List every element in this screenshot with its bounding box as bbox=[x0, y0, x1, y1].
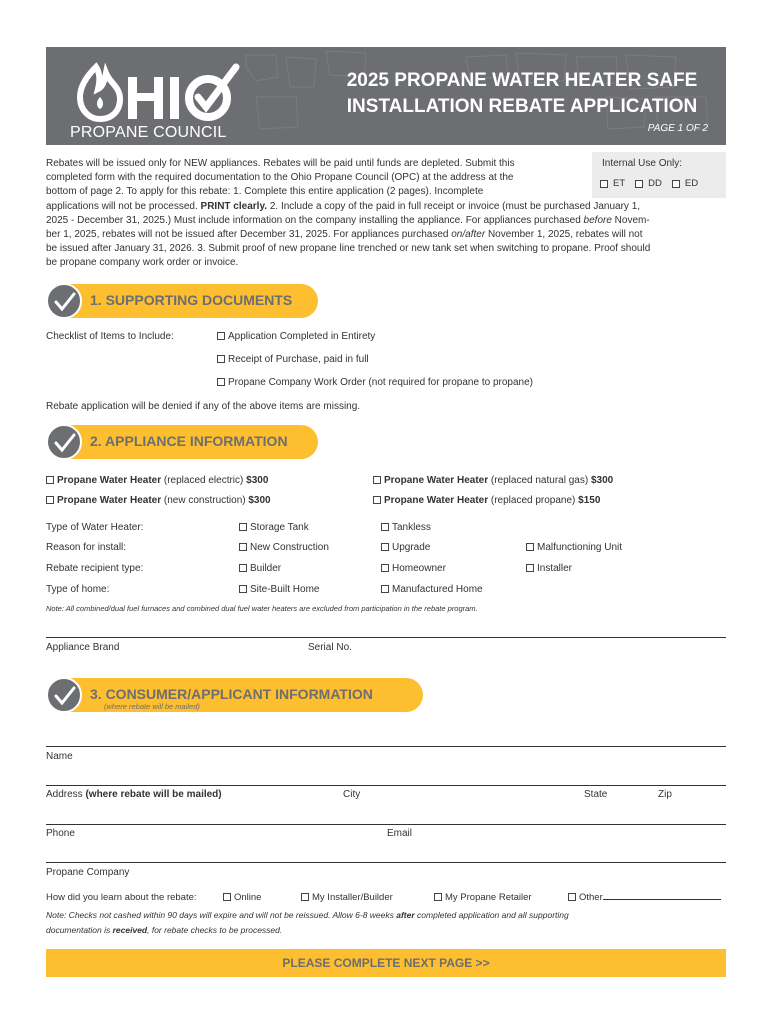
check-circle-icon bbox=[46, 677, 82, 713]
email-label: Email bbox=[387, 828, 413, 839]
checkbox[interactable] bbox=[373, 476, 381, 484]
heater-type-label: Type of Water Heater: bbox=[46, 522, 144, 533]
checks-note: Note: Checks not cashed within 90 days will expire and will not be reissued. Allow 6-8 weeks after completed application and all supporting documentation is received, for rebate checks to be processed. bbox=[46, 910, 569, 935]
intro-line: Rebates will be issued only for NEW appliances. Rebates will be paid until funds are depleted. Submit this bbox=[46, 158, 515, 169]
checkbox[interactable] bbox=[526, 543, 534, 551]
name-line[interactable] bbox=[46, 746, 726, 747]
title-line-2: INSTALLATION REBATE APPLICATION bbox=[346, 96, 698, 117]
checkbox[interactable] bbox=[381, 564, 389, 572]
other-input-line[interactable] bbox=[603, 892, 721, 900]
state-label: State bbox=[584, 789, 608, 800]
reason-option[interactable]: Upgrade bbox=[381, 542, 430, 553]
next-page-banner: PLEASE COMPLETE NEXT PAGE >> bbox=[46, 949, 726, 977]
checkbox[interactable] bbox=[217, 355, 225, 363]
phone-email-line[interactable] bbox=[46, 824, 726, 825]
checkbox[interactable] bbox=[217, 332, 225, 340]
intro-paragraph bbox=[46, 157, 726, 271]
checkbox[interactable] bbox=[373, 496, 381, 504]
city-label: City bbox=[343, 789, 361, 800]
recipient-label: Rebate recipient type: bbox=[46, 563, 144, 574]
section-2-title: 2. APPLIANCE INFORMATION bbox=[90, 433, 288, 449]
logo-council-text: PROPANE COUNCIL bbox=[70, 124, 227, 141]
reason-option[interactable]: New Construction bbox=[239, 542, 329, 553]
address-line[interactable] bbox=[46, 785, 726, 786]
brand-serial-line[interactable] bbox=[46, 637, 726, 638]
section-1-title: 1. SUPPORTING DOCUMENTS bbox=[90, 292, 293, 308]
check-circle-icon bbox=[46, 283, 82, 319]
section-3-title: 3. CONSUMER/APPLICANT INFORMATION bbox=[90, 686, 373, 702]
title-line-1: 2025 PROPANE WATER HEATER SAFE bbox=[346, 70, 698, 91]
internal-option-dd[interactable]: DD bbox=[635, 178, 662, 189]
learn-label: How did you learn about the rebate: bbox=[46, 892, 197, 903]
checkbox[interactable] bbox=[217, 378, 225, 386]
checkbox[interactable] bbox=[239, 564, 247, 572]
learn-option[interactable]: My Propane Retailer bbox=[434, 892, 532, 903]
learn-option-other[interactable]: Other bbox=[568, 892, 721, 903]
intro-line: ber 1, 2025, rebates will not be issued after December 31, 2025. For appliances purchased on/after November 1, 2025, rebates will not bbox=[46, 229, 643, 241]
rebate-option[interactable]: Propane Water Heater (replaced propane) $150 bbox=[373, 495, 600, 506]
intro-line: be propane company work order or invoice. bbox=[46, 257, 239, 269]
recipient-option[interactable]: Builder bbox=[239, 563, 281, 574]
intro-line: applications will not be processed. PRINT clearly. 2. Include a copy of the paid in full receipt or invoice (must be purchased January 1, bbox=[46, 200, 641, 212]
page-title bbox=[332, 68, 712, 120]
checklist-item[interactable]: Application Completed in Entirety bbox=[217, 331, 375, 342]
propane-company-line[interactable] bbox=[46, 862, 726, 863]
home-type-option[interactable]: Site-Built Home bbox=[239, 584, 319, 595]
missing-items-warning: Rebate application will be denied if any of the above items are missing. bbox=[46, 401, 361, 412]
rebate-option[interactable]: Propane Water Heater (replaced natural gas) $300 bbox=[373, 475, 613, 486]
checkbox[interactable] bbox=[239, 523, 247, 531]
ohio-logo-icon bbox=[66, 53, 246, 125]
recipient-option[interactable]: Installer bbox=[526, 563, 572, 574]
header-banner bbox=[46, 47, 726, 145]
heater-type-option[interactable]: Storage Tank bbox=[239, 522, 309, 533]
rebate-option[interactable]: Propane Water Heater (new construction) $300 bbox=[46, 495, 271, 506]
checkbox[interactable] bbox=[239, 543, 247, 551]
heater-type-option[interactable]: Tankless bbox=[381, 522, 431, 533]
zip-label: Zip bbox=[658, 789, 672, 800]
section-3-subtitle: (where rebate will be mailed) bbox=[104, 702, 200, 711]
phone-label: Phone bbox=[46, 828, 75, 839]
learn-option[interactable]: Online bbox=[223, 892, 261, 903]
checkbox[interactable] bbox=[301, 893, 309, 901]
internal-option-et[interactable]: ET bbox=[600, 178, 625, 189]
reason-label: Reason for install: bbox=[46, 542, 127, 553]
internal-option-ed[interactable]: ED bbox=[672, 178, 698, 189]
appliance-brand-label: Appliance Brand bbox=[46, 642, 120, 653]
checkbox[interactable] bbox=[381, 543, 389, 551]
home-type-option[interactable]: Manufactured Home bbox=[381, 584, 483, 595]
check-circle-icon bbox=[46, 424, 82, 460]
page-number: PAGE 1 OF 2 bbox=[647, 123, 708, 134]
checklist-label: Checklist of Items to Include: bbox=[46, 331, 174, 342]
rebate-option[interactable]: Propane Water Heater (replaced electric) $300 bbox=[46, 475, 268, 486]
checklist-item[interactable]: Receipt of Purchase, paid in full bbox=[217, 354, 369, 365]
name-label: Name bbox=[46, 751, 73, 762]
checkbox[interactable] bbox=[46, 476, 54, 484]
intro-line: bottom of page 2. To apply for this rebate: 1. Complete this entire application (2 pages). Incomplete bbox=[46, 186, 484, 198]
checkbox[interactable] bbox=[526, 564, 534, 572]
reason-option[interactable]: Malfunctioning Unit bbox=[526, 542, 622, 553]
checkbox[interactable] bbox=[223, 893, 231, 901]
propane-company-label: Propane Company bbox=[46, 867, 130, 878]
serial-number-label: Serial No. bbox=[308, 642, 352, 653]
checkbox[interactable] bbox=[568, 893, 576, 901]
learn-option[interactable]: My Installer/Builder bbox=[301, 892, 393, 903]
checkbox[interactable] bbox=[239, 585, 247, 593]
checkbox[interactable] bbox=[46, 496, 54, 504]
intro-line: completed form with the required documentation to the Ohio Propane Council (OPC) at the address at the bbox=[46, 172, 514, 184]
checkbox[interactable] bbox=[381, 523, 389, 531]
internal-use-label: Internal Use Only: bbox=[602, 158, 683, 169]
recipient-option[interactable]: Homeowner bbox=[381, 563, 446, 574]
dual-fuel-note: Note: All combined/dual fuel furnaces and combined dual fuel water heaters are excluded from participation in the rebate program. bbox=[46, 604, 478, 613]
intro-line: 2025 - December 31, 2025.) Must include information on the company installing the appliance. For appliances purchased before Novem- bbox=[46, 214, 650, 226]
intro-line: be issued after January 31, 2026. 3. Submit proof of new propane line trenched or new tank set when switching to propane. Proof should bbox=[46, 243, 651, 255]
checkbox[interactable] bbox=[434, 893, 442, 901]
checklist-item[interactable]: Propane Company Work Order (not required for propane to propane) bbox=[217, 377, 533, 388]
home-type-label: Type of home: bbox=[46, 584, 110, 595]
checkbox[interactable] bbox=[381, 585, 389, 593]
address-label: Address (where rebate will be mailed) bbox=[46, 789, 222, 800]
